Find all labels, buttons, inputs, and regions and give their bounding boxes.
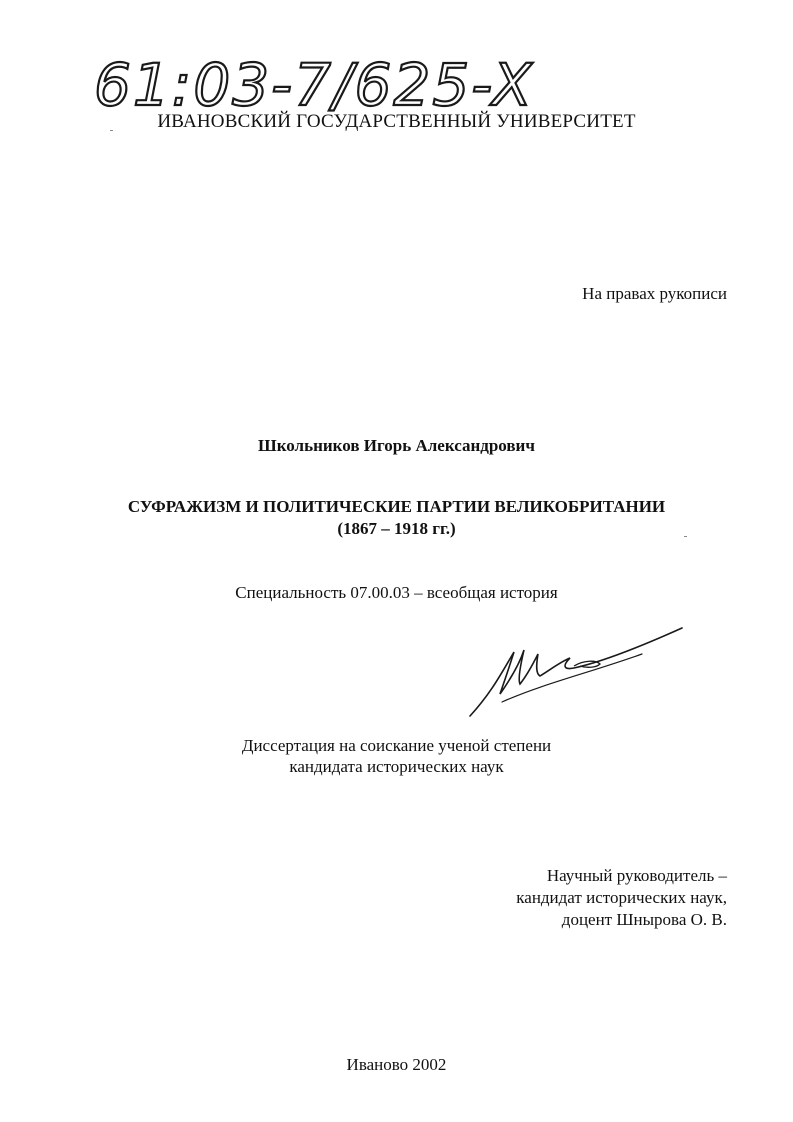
dissertation-title-line1: СУФРАЖИЗМ И ПОЛИТИЧЕСКИЕ ПАРТИИ ВЕЛИКОБРИТАНИИ [127,497,666,516]
specialty: Специальность 07.00.03 – всеобщая история [235,583,558,602]
dissertation-purpose-line1: Диссертация на соискание ученой степени [241,736,552,755]
author-name: Школьников Игорь Александрович [258,436,535,455]
university-name: ИВАНОВСКИЙ ГОСУДАРСТВЕННЫЙ УНИВЕРСИТЕТ [157,111,636,132]
advisor-line3: доцент Шнырова О. В. [561,910,727,929]
dissertation-purpose-line2: кандидата исторических наук [289,757,504,776]
dissertation-title-line2: (1867 – 1918 гг.) [337,519,456,538]
scan-speck [684,536,687,537]
advisor-line1: Научный руководитель – [546,866,727,885]
manuscript-note: На правах рукописи [582,284,727,303]
advisor-line2: кандидат исторических наук, [516,888,727,907]
scan-speck [110,130,113,131]
handwritten-number-text: 61:03-7/625-X [94,55,534,119]
scientific-advisor-block [516,865,727,931]
city-year: Иваново 2002 [346,1055,447,1074]
signature-drawing [462,622,694,722]
signature [462,622,694,722]
